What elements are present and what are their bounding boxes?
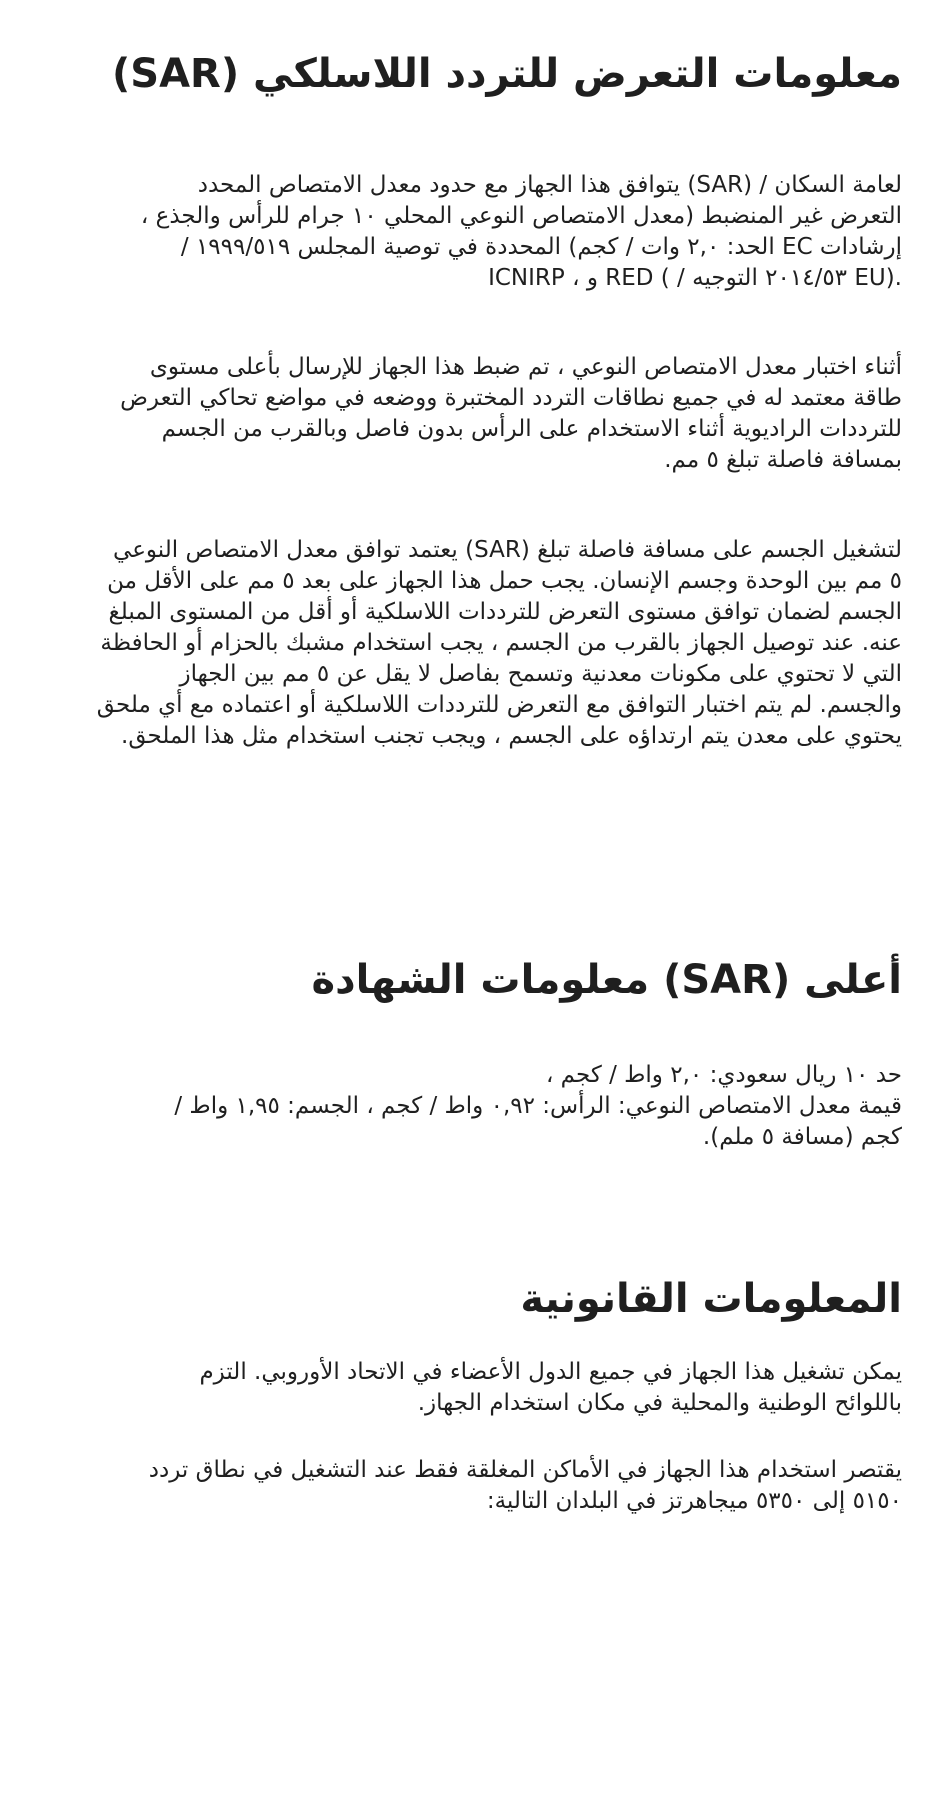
text-line: قيمة معدل الامتصاص النوعي: الرأس: ٠,٩٢ واط / كجم ، الجسم: ١,٩٥ واط / [174,1093,902,1119]
text-line: التعرض غير المنضبط (معدل الامتصاص النوعي المحلي ١٠ جرام للرأس والجذع ، [140,203,902,229]
text-line: أثناء اختبار معدل الامتصاص النوعي ، تم ضبط هذا الجهاز للإرسال بأعلى مستوى [149,354,902,380]
text-line: التي لا تحتوي على مكونات معدنية وتسمح بفاصل لا يقل عن ٥ مم بين الجهاز [179,661,902,687]
text-line: والجسم. لم يتم اختبار التوافق مع التعرض للترددات اللاسلكية أو اعتماده مع أي ملحق [96,692,902,718]
text-line: ٥١٥٠ إلى ٥٣٥٠ ميجاهرتز في البلدان التالية: [486,1488,902,1514]
text-line: باللوائح الوطنية والمحلية في مكان استخدام الجهاز. [417,1390,902,1416]
text-line: لعامة السكان / (SAR) يتوافق هذا الجهاز مع حدود معدل الامتصاص المحدد [197,172,902,198]
text-line: لتشغيل الجسم على مسافة فاصلة تبلغ (SAR) يعتمد توافق معدل الامتصاص النوعي [113,537,902,563]
text-line: يمكن تشغيل هذا الجهاز في جميع الدول الأعضاء في الاتحاد الأوروبي. التزم [199,1359,902,1385]
text-line: بمسافة فاصلة تبلغ ٥ مم. [664,447,902,473]
sar-values-paragraph [24,1060,902,1153]
text-line: عنه. عند توصيل الجهاز بالقرب من الجسم ، يجب استخدام مشبك بالحزام أو الحافظة [100,630,902,656]
text-line: حد ١٠ ريال سعودي: ٢,٠ واط / كجم ، [545,1062,902,1088]
legal-info-heading: المعلومات القانونية [520,1276,902,1322]
sar-testing-paragraph [24,352,902,476]
text-line: إرشادات EC الحد: ٢,٠ وات / كجم) المحددة في توصية المجلس ١٩٩٩/٥١٩ / [180,234,902,260]
text-line: ٥ مم بين الوحدة وجسم الإنسان. يجب حمل هذا الجهاز على بعد ٥ مم على الأقل من [107,568,902,594]
eu-operation-paragraph [24,1357,902,1419]
text-line: للترددات الراديوية أثناء الاستخدام على الرأس بدون فاصل وبالقرب من الجسم [161,416,902,442]
indoor-restriction-paragraph [24,1455,902,1517]
text-line: ICNIRP ، و RED ( / ٢٠١٤/٥٣ التوجيه EU). [488,265,902,291]
body-worn-paragraph [24,535,902,752]
text-line: طاقة معتمد له في جميع نطاقات التردد المختبرة ووضعه في مواضع تحاكي التعرض [120,385,902,411]
sar-limits-paragraph [24,170,902,294]
text-line: كجم (مسافة ٥ ملم). [702,1124,902,1150]
text-line: يحتوي على معدن يتم ارتداؤه على الجسم ، ويجب تجنب استخدام مثل هذا الملحق. [121,723,902,749]
certification-heading: أعلى (SAR) معلومات الشهادة [311,957,902,1003]
text-line: يقتصر استخدام هذا الجهاز في الأماكن المغلقة فقط عند التشغيل في نطاق تردد [148,1457,902,1483]
text-line: الجسم لضمان توافق مستوى التعرض للترددات اللاسلكية أو أقل من المستوى المبلغ [108,599,902,625]
sar-exposure-heading: معلومات التعرض للتردد اللاسلكي (SAR) [111,51,902,97]
document-page [24,0,902,1794]
